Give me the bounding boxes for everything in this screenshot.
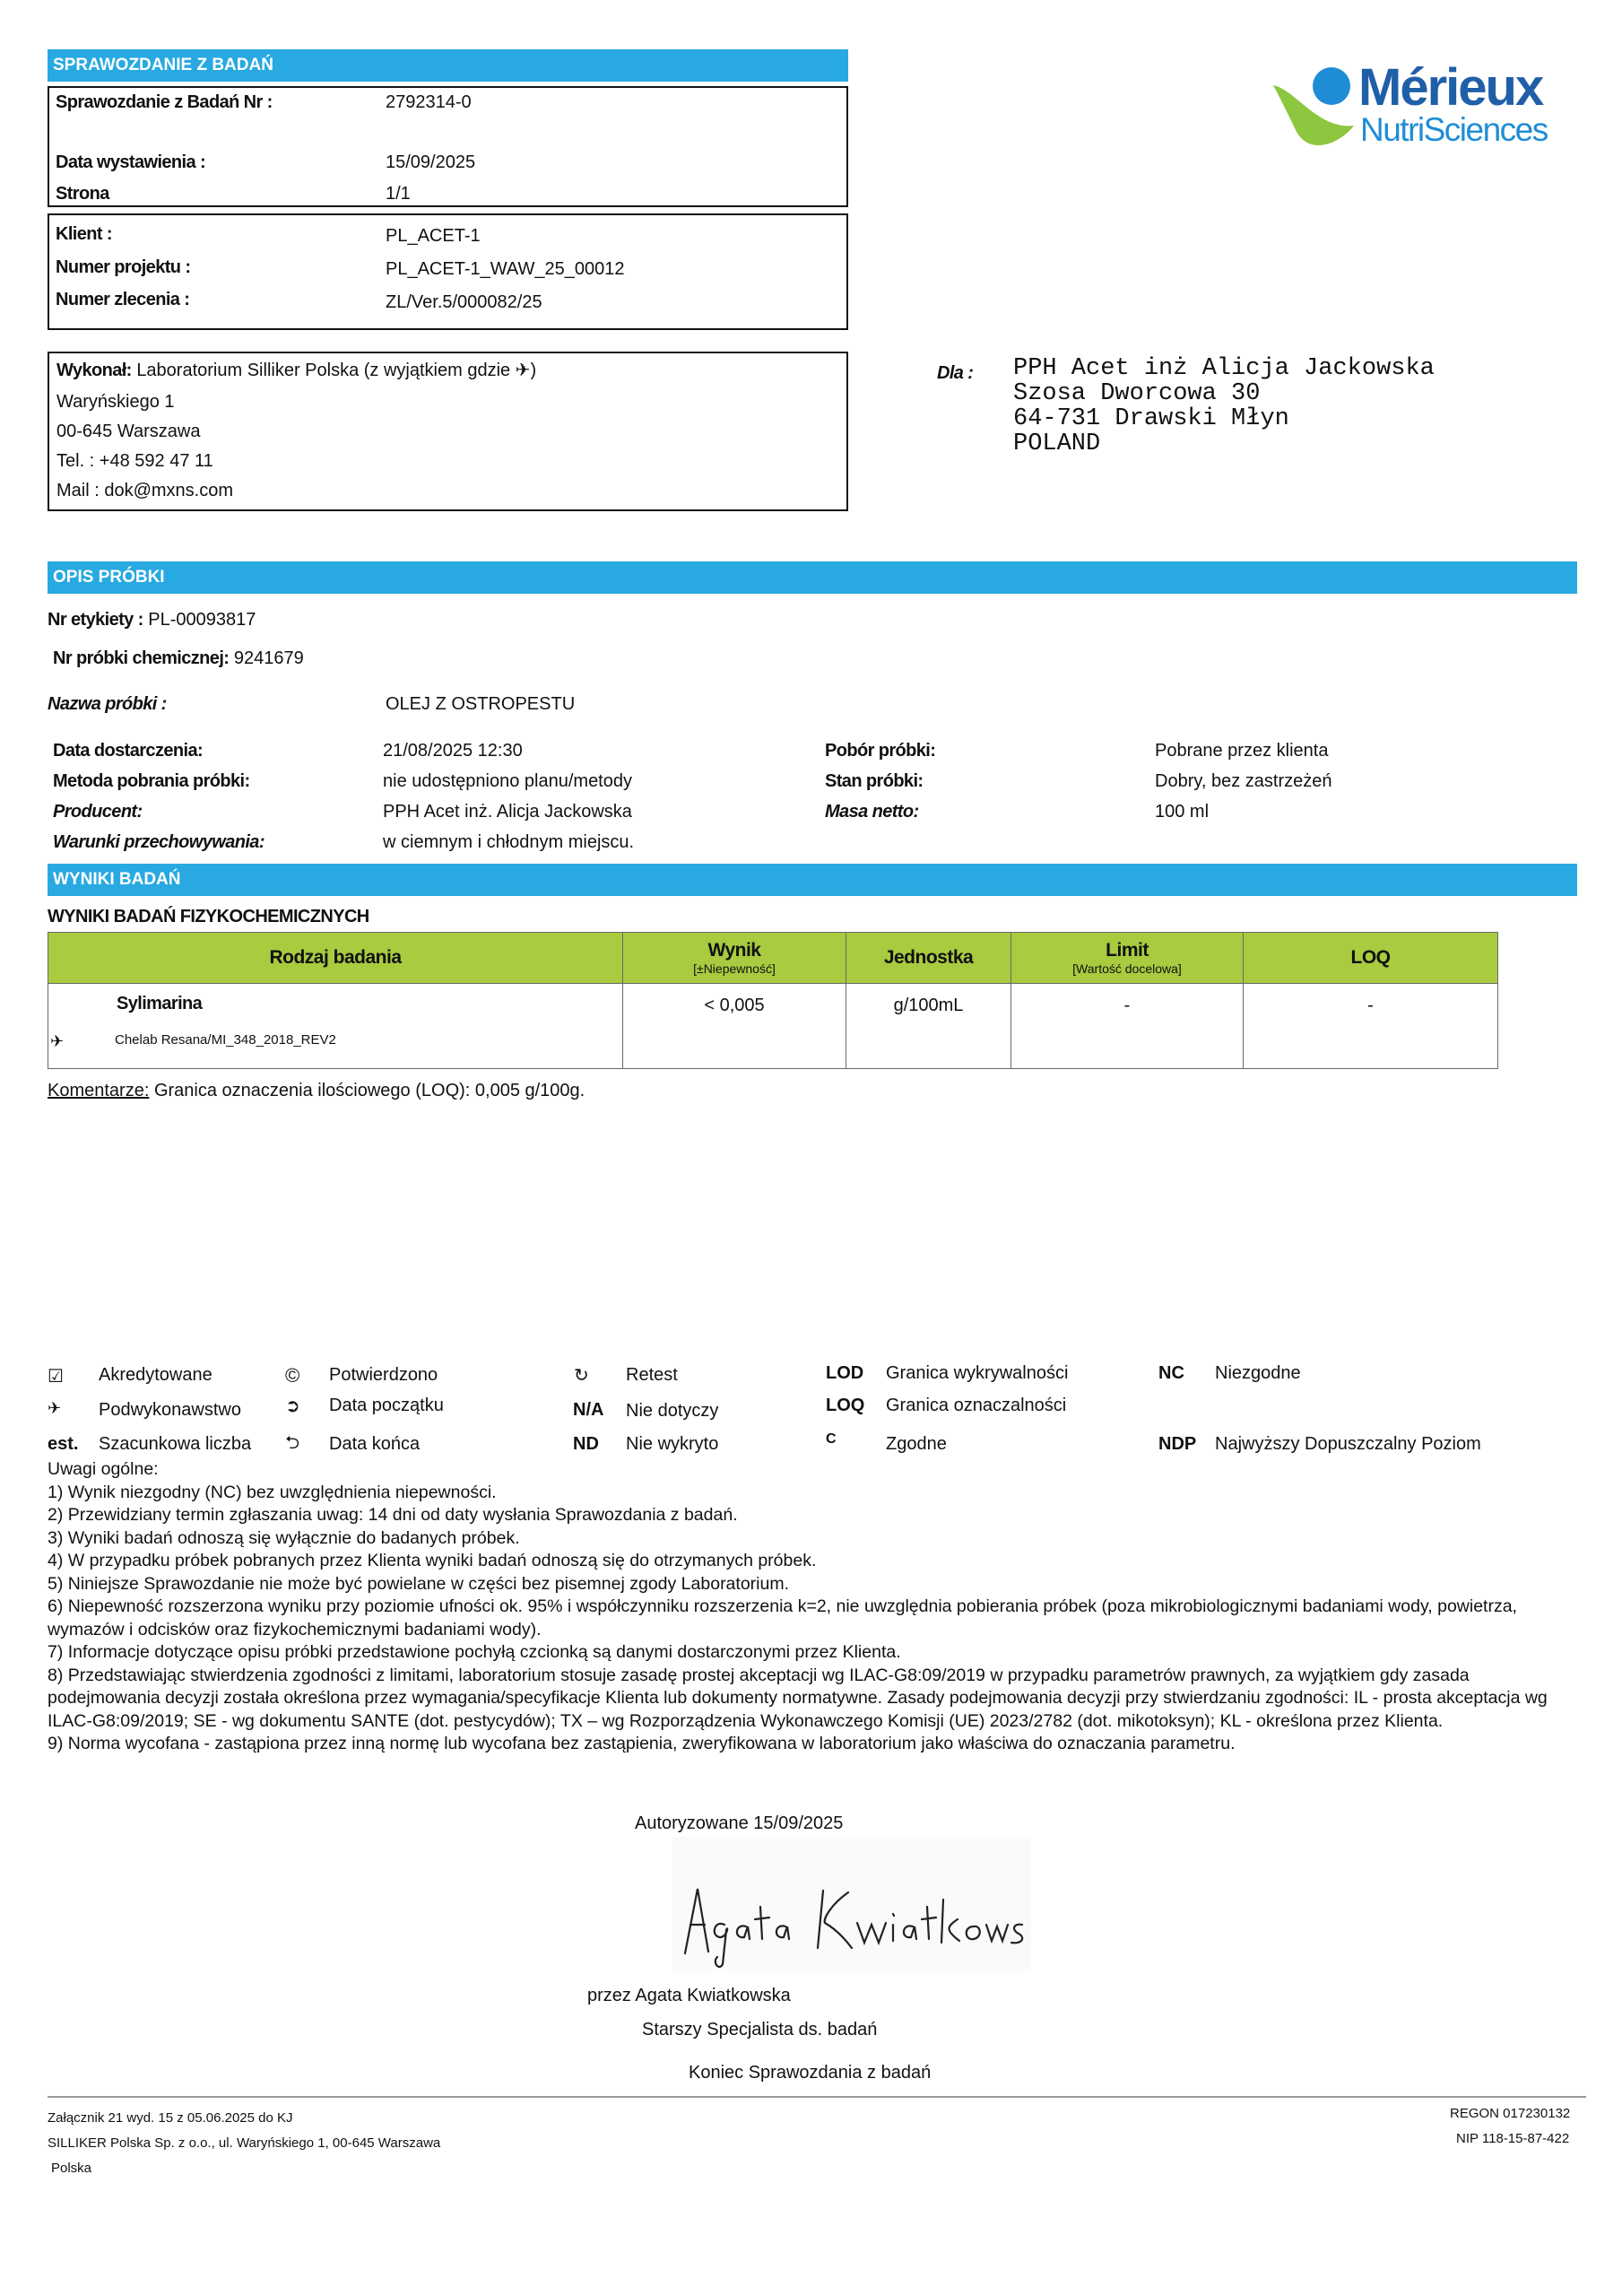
cell-unit: g/100mL [846,984,1011,1069]
page-value: 1/1 [386,184,411,204]
performer-text: Laboratorium Silliker Polska (z wyjątkiem gdzie ✈) [136,361,537,380]
legend-sym-nd: ND [573,1434,599,1454]
legend-c: Zgodne [886,1434,947,1454]
legend-subcontract: Podwykonawstwo [99,1400,241,1420]
performer-phone: Tel. : +48 592 47 11 [56,451,213,471]
legend-sym-loq: LOQ [826,1396,865,1415]
legend-sym-ndp: NDP [1158,1434,1197,1454]
order-value: ZL/Ver.5/000082/25 [386,292,542,312]
recipient-line-3: 64-731 Drawski Młyn [1013,405,1289,432]
footer-country: Polska [51,2161,92,2176]
authorized-date: Autoryzowane 15/09/2025 [635,1813,844,1833]
legend-nc: Niezgodne [1215,1363,1301,1383]
producer-value: PPH Acet inż. Alicja Jackowska [383,802,632,822]
delivery-value: 21/08/2025 12:30 [383,741,523,761]
col-limit: Limit [Wartość docelowa] [1011,933,1244,984]
chem-no-label: Nr próbki chemicznej: [53,648,230,668]
results-subtitle: WYNIKI BADAŃ FIZYKOCHEMICZNYCH [48,907,369,926]
legend-sym-lod: LOD [826,1363,864,1383]
plane-icon: ✈ [50,1032,65,1050]
sampling-value: Pobrane przez klienta [1155,741,1329,761]
comment-line [48,1081,585,1101]
note-item: 1) Wynik niezgodny (NC) bez uwzględnienia niepewności. [48,1482,497,1502]
col-result: Wynik [±Niepewność] [623,933,846,984]
footer-divider [48,2096,1586,2098]
comment-text: Granica oznaczenia ilościowego (LOQ): 0,005 g/100g. [153,1081,585,1100]
cell-loq: - [1244,984,1498,1069]
note-item: 3) Wyniki badań odnoszą się wyłącznie do badanych próbek. [48,1527,520,1548]
recipient-address [1013,356,1435,457]
signature [672,1837,1031,1971]
col-test: Rodzaj badania [48,933,623,984]
mass-label: Masa netto: [825,802,919,822]
label-no-value: PL-00093817 [148,610,256,630]
state-value: Dobry, bez zastrzeżeń [1155,771,1332,791]
test-name: Sylimarina [117,994,203,1013]
signed-by-line [587,1986,791,2006]
method-label: Metoda pobrania próbki: [53,771,250,791]
performer-mail: Mail : dok@mxns.com [56,481,234,500]
project-label: Numer projektu : [56,257,191,277]
legend-lod: Granica wykrywalności [886,1363,1069,1383]
start-date-icon: ➲ [285,1396,300,1416]
storage-value: w ciemnym i chłodnym miejscu. [383,832,635,852]
legend-na: Nie dotyczy [626,1401,719,1421]
report-section-bar: SPRAWOZDANIE Z BADAŃ [48,49,848,82]
logo-text-line2: NutriSciences [1360,111,1548,148]
sample-name-value: OLEJ Z OSTROPESTU [386,694,576,714]
legend-start-date: Data początku [329,1396,444,1415]
col-unit: Jednostka [846,933,1011,984]
comment-label: Komentarze: [48,1081,150,1100]
sampling-label: Pobór próbki: [825,741,936,761]
label-no-label: Nr etykiety : [48,610,143,630]
recipient-label: Dla : [937,363,974,383]
legend-retest: Retest [626,1365,678,1385]
note-item: 5) Niniejsze Sprawozdanie nie może być powielane w części bez pisemnej zgody Laboratorium. [48,1573,789,1594]
label-no-line [48,610,256,631]
performer-line [56,359,536,381]
delivery-label: Data dostarczenia: [53,741,204,761]
legend-sym-nc: NC [1158,1363,1184,1383]
signer-title: Starszy Specjalista ds. badań [642,2020,878,2039]
general-notes [48,1458,1563,1756]
chem-no-line [53,648,304,669]
logo-text-line1: Mérieux [1358,58,1543,117]
legend-end-date: Data końca [329,1434,421,1454]
legend-accredited: Akredytowane [99,1365,213,1385]
note-item: 2) Przewidziany termin zgłaszania uwag: 14 dni od daty wysłania Sprawozdania z badań. [48,1505,738,1525]
cell-result: < 0,005 [623,984,846,1069]
results-table [48,932,1498,1069]
legend-nd: Nie wykryto [626,1434,719,1454]
signed-by-label: przez [587,1986,631,2005]
performer-city: 00-645 Warszawa [56,422,201,441]
footer-annex: Załącznik 21 wyd. 15 z 05.06.2025 do KJ [48,2110,293,2126]
report-end: Koniec Sprawozdania z badań [689,2063,932,2083]
client-label: Klient : [56,224,112,244]
mass-value: 100 ml [1155,802,1210,822]
col-limit-sub: [Wartość docelowa] [1072,961,1182,976]
performer-label: Wykonał: [56,361,132,380]
producer-label: Producent: [53,802,143,822]
footer-nip: NIP 118-15-87-422 [1456,2131,1570,2146]
signature-image [672,1837,1031,1971]
accredited-icon: ☑ [48,1367,64,1387]
col-loq: LOQ [1244,933,1498,984]
report-no-label: Sprawozdanie z Badań Nr : [56,92,273,112]
legend-est: Szacunkowa liczba [99,1434,252,1454]
state-label: Stan próbki: [825,771,924,791]
footer-company: SILLIKER Polska Sp. z o.o., ul. Waryńskiego 1, 00-645 Warszawa [48,2135,441,2151]
issue-date-value: 15/09/2025 [386,152,476,172]
table-row [48,984,1498,1069]
sample-section-bar: OPIS PRÓBKI [48,561,1577,594]
company-logo [1269,45,1574,166]
notes-title: Uwagi ogólne: [48,1459,159,1479]
results-section-bar: WYNIKI BADAŃ [48,864,1577,896]
storage-label: Warunki przechowywania: [53,832,265,852]
legend-loq: Granica oznaczalności [886,1396,1067,1415]
client-value: PL_ACET-1 [386,226,481,246]
note-item: 9) Norma wycofana - zastąpiona przez inną normę lub wycofana bez zastąpienia, zweryfikowana w laboratorium jako właściwa do oznaczania parametru. [48,1734,1236,1753]
performer-street: Waryńskiego 1 [56,392,175,412]
cell-test [48,984,623,1069]
end-date-icon: ⮌ [285,1433,300,1453]
confirmed-icon: © [285,1364,300,1387]
page-label: Strona [56,184,109,204]
note-item: 7) Informacje dotyczące opisu próbki przedstawione pochyłą czcionką są danymi dostarczonymi przez Klienta. [48,1642,901,1662]
recipient-line-2: Szosa Dworcowa 30 [1013,380,1261,407]
recipient-line-4: POLAND [1013,430,1101,457]
signed-by-name: Agata Kwiatkowska [635,1986,791,2005]
issue-date-label: Data wystawienia : [56,152,206,172]
retest-icon: ↻ [574,1366,589,1386]
note-item: 8) Przedstawiając stwierdzenia zgodności z limitami, laboratorium stosuje zasadę prostej akceptacji wg ILAC-G8:09/2019 w przypadku parametrów prawnych, za wyjątkiem gdy zasada podejmowania decyzji została określona przez wymagania/specyfikacje Klienta lub dokumenty normatywne. Zasady podejmowania decyzji przy stwierdzaniu zgodności: IL - prosta akceptacja wg ILAC-G8:09/2019; SE - wg dokumentu SANTE (dot. pestycydów); TX – wg Rozporządzenia Wykonawczego Komisji (UE) 2023/2782 (dot. mikotoksyn); KL - określona przez Klienta. [48,1665,1548,1731]
footer-regon: REGON 017230132 [1450,2106,1571,2121]
recipient-line-1: PPH Acet inż Alicja Jackowska [1013,355,1435,382]
project-value: PL_ACET-1_WAW_25_00012 [386,259,625,279]
sample-name-label: Nazwa próbki : [48,694,167,714]
legend-confirmed: Potwierdzono [329,1365,438,1385]
note-item: 4) W przypadku próbek pobranych przez Klienta wyniki badań odnoszą się do otrzymanych próbek. [48,1551,817,1570]
report-no-value: 2792314-0 [386,92,472,112]
results-header-row [48,933,1498,984]
chem-no-value: 9241679 [233,648,304,668]
legend-sym-est: est. [48,1434,79,1454]
col-result-sub: [±Niepewność] [693,961,776,976]
legend-ndp: Najwyższy Dopuszczalny Poziom [1215,1434,1481,1454]
cell-limit: - [1011,984,1244,1069]
note-item: 6) Niepewność rozszerzona wyniku przy poziomie ufności ok. 95% i współczynniku rozszerzenia k=2, nie uwzględnia pobierania próbek (poza mikrobiologicznymi badaniami wody, powietrza, wymazów i odcisków oraz fizykochemicznymi badaniami wody). [48,1596,1517,1639]
legend-sym-c: C [826,1431,837,1447]
method-value: nie udostępniono planu/metody [383,771,632,791]
subcontract-icon: ✈ [48,1399,62,1417]
order-label: Numer zlecenia : [56,290,190,309]
test-method: Chelab Resana/MI_348_2018_REV2 [115,1032,336,1048]
legend-sym-na: N/A [573,1400,604,1420]
